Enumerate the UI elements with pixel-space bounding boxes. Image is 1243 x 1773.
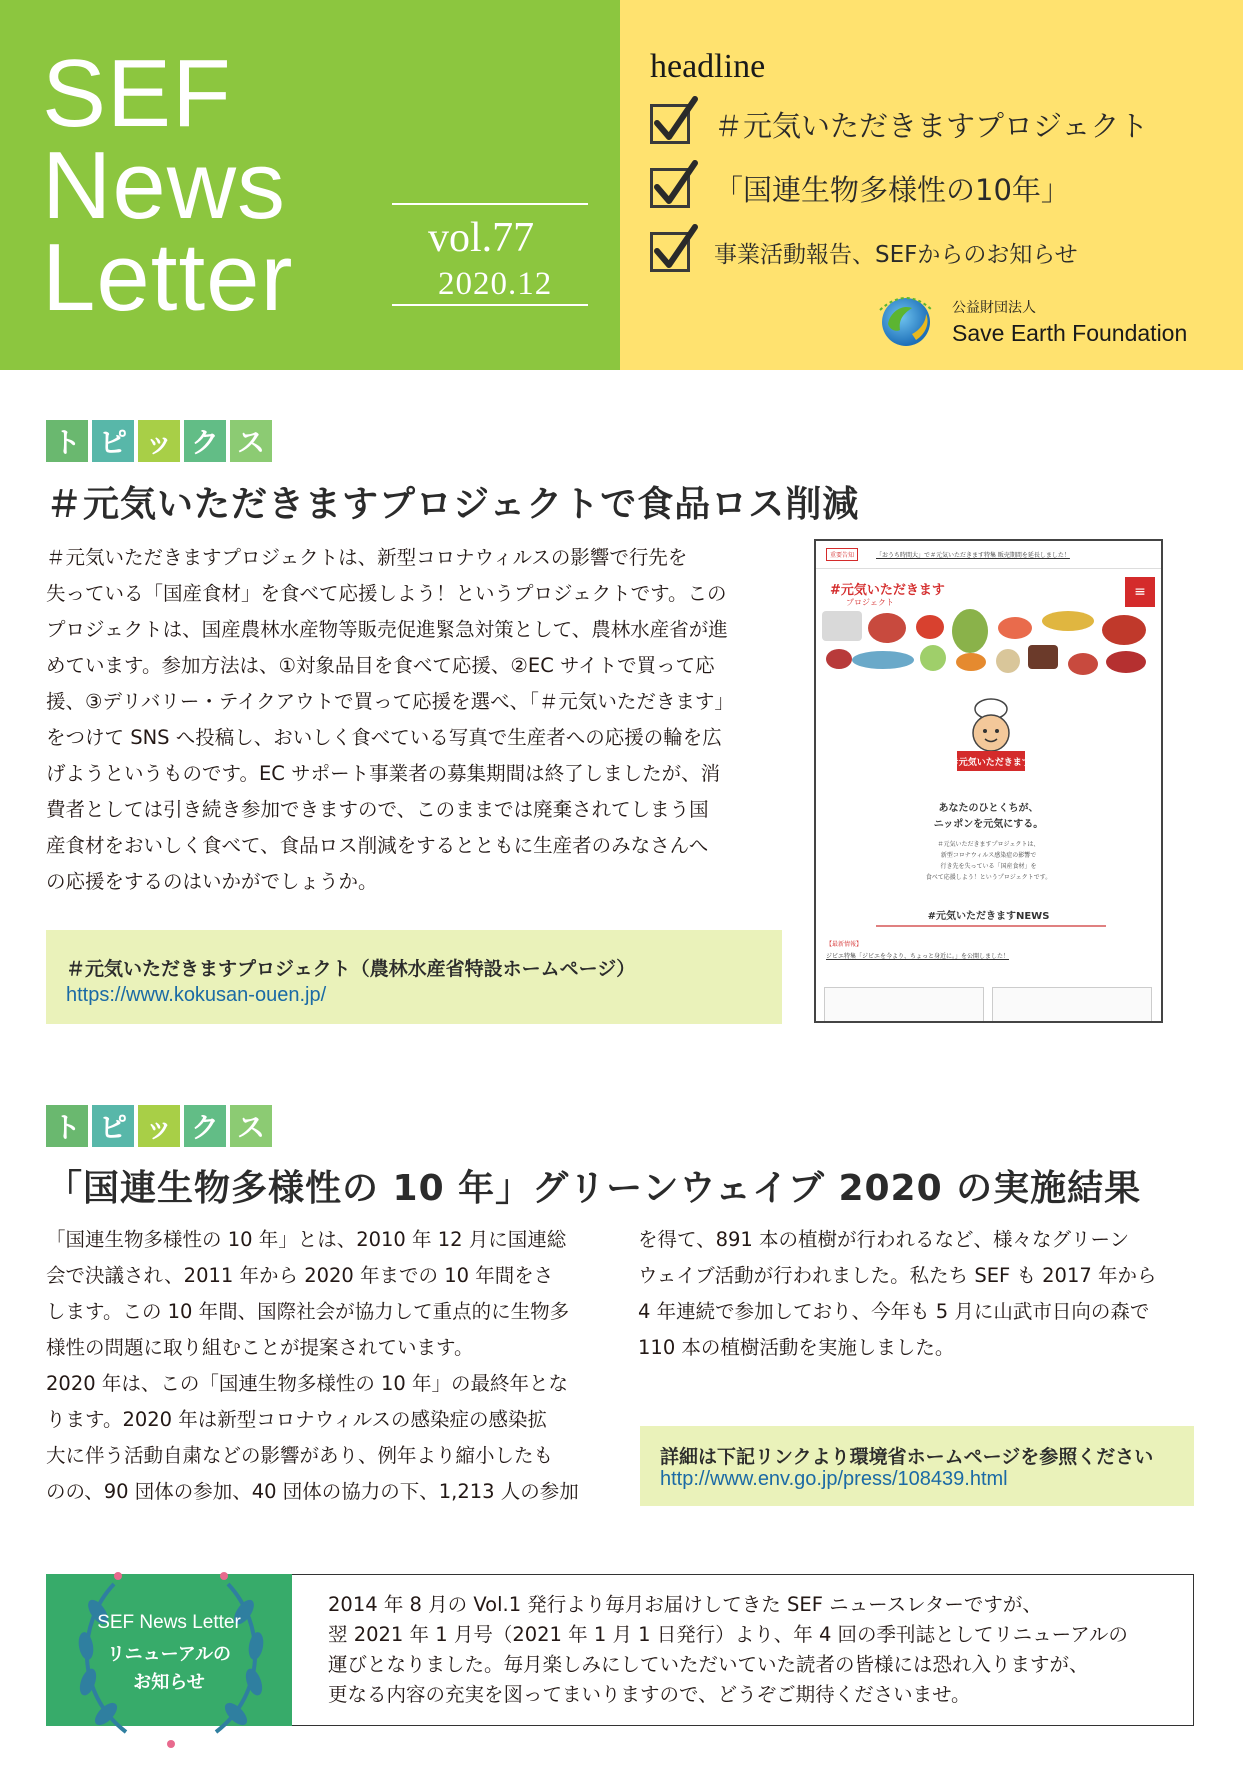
article2-line: します。この 10 年間、国際社会が協力して重点的に生物多 <box>46 1300 570 1323</box>
site-news-card <box>824 987 984 1023</box>
article1-line: 産食材をおいしく食べて、食品ロス削減をするとともに生産者のみなさんへ <box>46 834 709 857</box>
volume-rule-bottom <box>392 304 588 306</box>
topics-badge-char: ピ <box>92 1105 134 1147</box>
checkbox-icon <box>650 168 690 208</box>
article2-line: ウェイブ活動が行われました。私たち SEF も 2017 年から <box>638 1264 1157 1287</box>
food-illustration <box>1042 611 1094 631</box>
issue-date: 2020.12 <box>438 266 553 302</box>
article1-line: げようというものです。EC サポート事業者の募集期間は終了しましたが、消 <box>46 762 721 785</box>
food-illustration <box>920 645 946 671</box>
site-notice-text: 「おうち時間大」で＃元気いただきます特集 販売期間を延長しました！ <box>876 552 1070 559</box>
article1-line: をつけて SNS へ投稿し、おいしく食べている写真で生産者への応援の輪を広 <box>46 726 722 749</box>
site-notice-bar <box>816 541 1161 569</box>
article1-line: 費者としては引き続き参加できますので、このままでは廃棄されてしまう国 <box>46 798 709 821</box>
newsletter-title-line2: News <box>42 132 287 239</box>
article2-line: 「国連生物多様性の 10 年」とは、2010 年 12 月に国連総 <box>46 1228 567 1251</box>
site-news-title: #元気いただきますNEWS <box>927 911 1050 922</box>
newsletter-title-line1: SEF <box>42 40 232 147</box>
article2-line: 様性の問題に取り組むことが提案されています。 <box>46 1336 474 1359</box>
headline-text-2: 「国連生物多様性の10年」 <box>714 172 1070 207</box>
article2-link-box <box>640 1426 1194 1506</box>
site-desc-line: 食べて応援しよう！というプロジェクトです。 <box>925 874 1052 881</box>
notice-line: 2014 年 8 月の Vol.1 発行より毎月お届けしてきた SEF ニュースレターですが、 <box>328 1593 1042 1616</box>
site-news-card <box>992 987 1152 1023</box>
article2-line: 2020 年は、この「国連生物多様性の 10 年」の最終年とな <box>46 1372 569 1395</box>
topics-badge-char: ッ <box>138 420 180 462</box>
globe-logo-icon <box>876 290 936 350</box>
article2-line: 110 本の植樹活動を実施しました。 <box>638 1336 955 1359</box>
site-tagline-1: あなたのひとくちが、 <box>938 803 1039 814</box>
hamburger-menu-icon: ≡ <box>1125 577 1155 607</box>
food-illustration <box>952 609 988 653</box>
article2-link-url[interactable]: http://www.env.go.jp/press/108439.html <box>660 1468 1008 1490</box>
article2-line: を得て、891 本の植樹が行われるなど、様々なグリーン <box>638 1228 1130 1251</box>
notice-badge-line1: SEF News Letter <box>97 1612 241 1633</box>
food-illustration <box>996 649 1020 673</box>
headline-item-3 <box>650 230 1078 274</box>
article1-line: プロジェクトは、国産農林水産物等販売促進緊急対策として、農林水産省が進 <box>46 618 728 641</box>
org-type: 公益財団法人 <box>952 300 1036 316</box>
site-notice-tag: 重要告知 <box>826 548 858 561</box>
article2-line: 大に伴う活動自粛などの影響があり、例年より縮小したも <box>46 1444 554 1467</box>
notice-line: 運びとなりました。毎月楽しみにしていただいていた読者の皆様には恐れ入りますが、 <box>328 1653 1089 1676</box>
site-desc-line: 新型コロナウィルス感染症の影響で <box>940 852 1037 859</box>
article1-link-box <box>46 930 782 1024</box>
checkbox-icon <box>650 232 690 272</box>
article1-link-title: ＃元気いただきますプロジェクト（農林水産省特設ホームページ） <box>66 958 636 980</box>
site-news-text: ジビエ特集「ジビエを今より、ちょっと身近に。」を公開しました！ <box>826 953 1010 960</box>
headline-text-3: 事業活動報告、SEFからのお知らせ <box>714 241 1078 268</box>
site-news-tag: 【最新情報】 <box>826 941 863 948</box>
topics-badge-char: ト <box>46 420 88 462</box>
article2-line: ります。2020 年は新型コロナウィルスの感染症の感染拡 <box>46 1408 548 1431</box>
volume-number: vol.77 <box>428 215 535 261</box>
checkbox-icon <box>650 104 690 144</box>
article1-line: 援、③デリバリー・テイクアウトで買って応援を選べ、「＃元気いただきます」 <box>46 690 734 713</box>
article2-column2 <box>638 1222 1198 1366</box>
food-illustration <box>822 611 862 641</box>
notice-badge-line2: リニューアルの <box>106 1644 232 1665</box>
headline-item-2 <box>650 166 1070 210</box>
article1-link-url[interactable]: https://www.kokusan-ouen.jp/ <box>66 984 327 1006</box>
org-name: Save Earth Foundation <box>952 320 1188 346</box>
food-illustration <box>868 613 906 643</box>
food-illustration <box>852 651 914 669</box>
food-illustration <box>998 617 1032 639</box>
notice-line: 更なる内容の充実を図ってまいりますので、どうぞご期待くださいませ。 <box>328 1683 971 1706</box>
food-illustration <box>1106 651 1146 673</box>
food-illustration <box>1102 615 1146 645</box>
article2-line: 会で決議され、2011 年から 2020 年までの 10 年間をさ <box>46 1264 554 1287</box>
food-illustration <box>916 615 944 639</box>
article1-title: ＃元気いただきますプロジェクトで食品ロス削減 <box>46 484 860 525</box>
topics-badge-char: ク <box>184 1105 226 1147</box>
article2-line: 4 年連続で参加しており、今年も 5 月に山武市日向の森で <box>638 1300 1150 1323</box>
article1-body <box>46 540 786 900</box>
article2-line: のの、90 団体の参加、40 団体の協力の下、1,213 人の参加 <box>46 1480 579 1503</box>
volume-rule-top <box>392 203 588 205</box>
site-tagline-2: ニッポンを元気にする。 <box>933 819 1044 830</box>
site-logo: #元気いただきます <box>830 583 945 598</box>
article2-column1 <box>46 1222 606 1510</box>
topics-badge <box>46 420 272 462</box>
topics-badge <box>46 1105 272 1147</box>
topics-badge-char: ト <box>46 1105 88 1147</box>
article1-line: ＃元気いただきますプロジェクトは、新型コロナウィルスの影響で行先を <box>46 546 688 569</box>
site-desc-line: ＃元気いただきますプロジェクトは、 <box>937 841 1040 848</box>
site-logo-sub: プロジェクト <box>846 598 894 607</box>
site-desc-line: 行き先を失っている「国産食材」を <box>940 863 1037 870</box>
food-illustration <box>826 649 852 669</box>
project-website-screenshot <box>814 539 1163 1023</box>
headline-label: headline <box>650 48 766 85</box>
food-illustration <box>1068 653 1098 675</box>
food-illustration <box>1028 645 1058 669</box>
article1-line: の応援をするのはいかがでしょうか。 <box>46 870 378 893</box>
site-news-rule <box>876 925 1106 927</box>
topics-badge-char: ス <box>230 1105 272 1147</box>
newsletter-title-line3: Letter <box>42 224 294 331</box>
topics-badge-char: ス <box>230 420 272 462</box>
topics-badge-char: ク <box>184 420 226 462</box>
chef-mascot-icon <box>951 697 1031 787</box>
article2-title: 「国連生物多様性の 10 年」グリーンウェイブ 2020 の実施結果 <box>46 1168 1142 1209</box>
topics-badge-char: ッ <box>138 1105 180 1147</box>
renewal-notice-text <box>328 1590 1178 1710</box>
headline-item-1 <box>650 102 1148 146</box>
food-illustration <box>956 653 986 671</box>
article1-line: 失っている「国産食材」を食べて応援しよう！というプロジェクトです。この <box>46 582 727 605</box>
notice-badge-line3: お知らせ <box>133 1672 205 1693</box>
mascot-badge-text: #元気いただきます <box>951 758 1031 768</box>
headline-text-1: ＃元気いただきますプロジェクト <box>714 108 1149 143</box>
article1-line: めています。参加方法は、①対象品目を食べて応援、②EC サイトで買って応 <box>46 654 715 677</box>
article2-link-title: 詳細は下記リンクより環境省ホームページを参照ください <box>660 1446 1154 1468</box>
topics-badge-char: ピ <box>92 420 134 462</box>
notice-line: 翌 2021 年 1 月号（2021 年 1 月 1 日発行）より、年 4 回の季刊誌としてリニューアルの <box>328 1623 1128 1646</box>
